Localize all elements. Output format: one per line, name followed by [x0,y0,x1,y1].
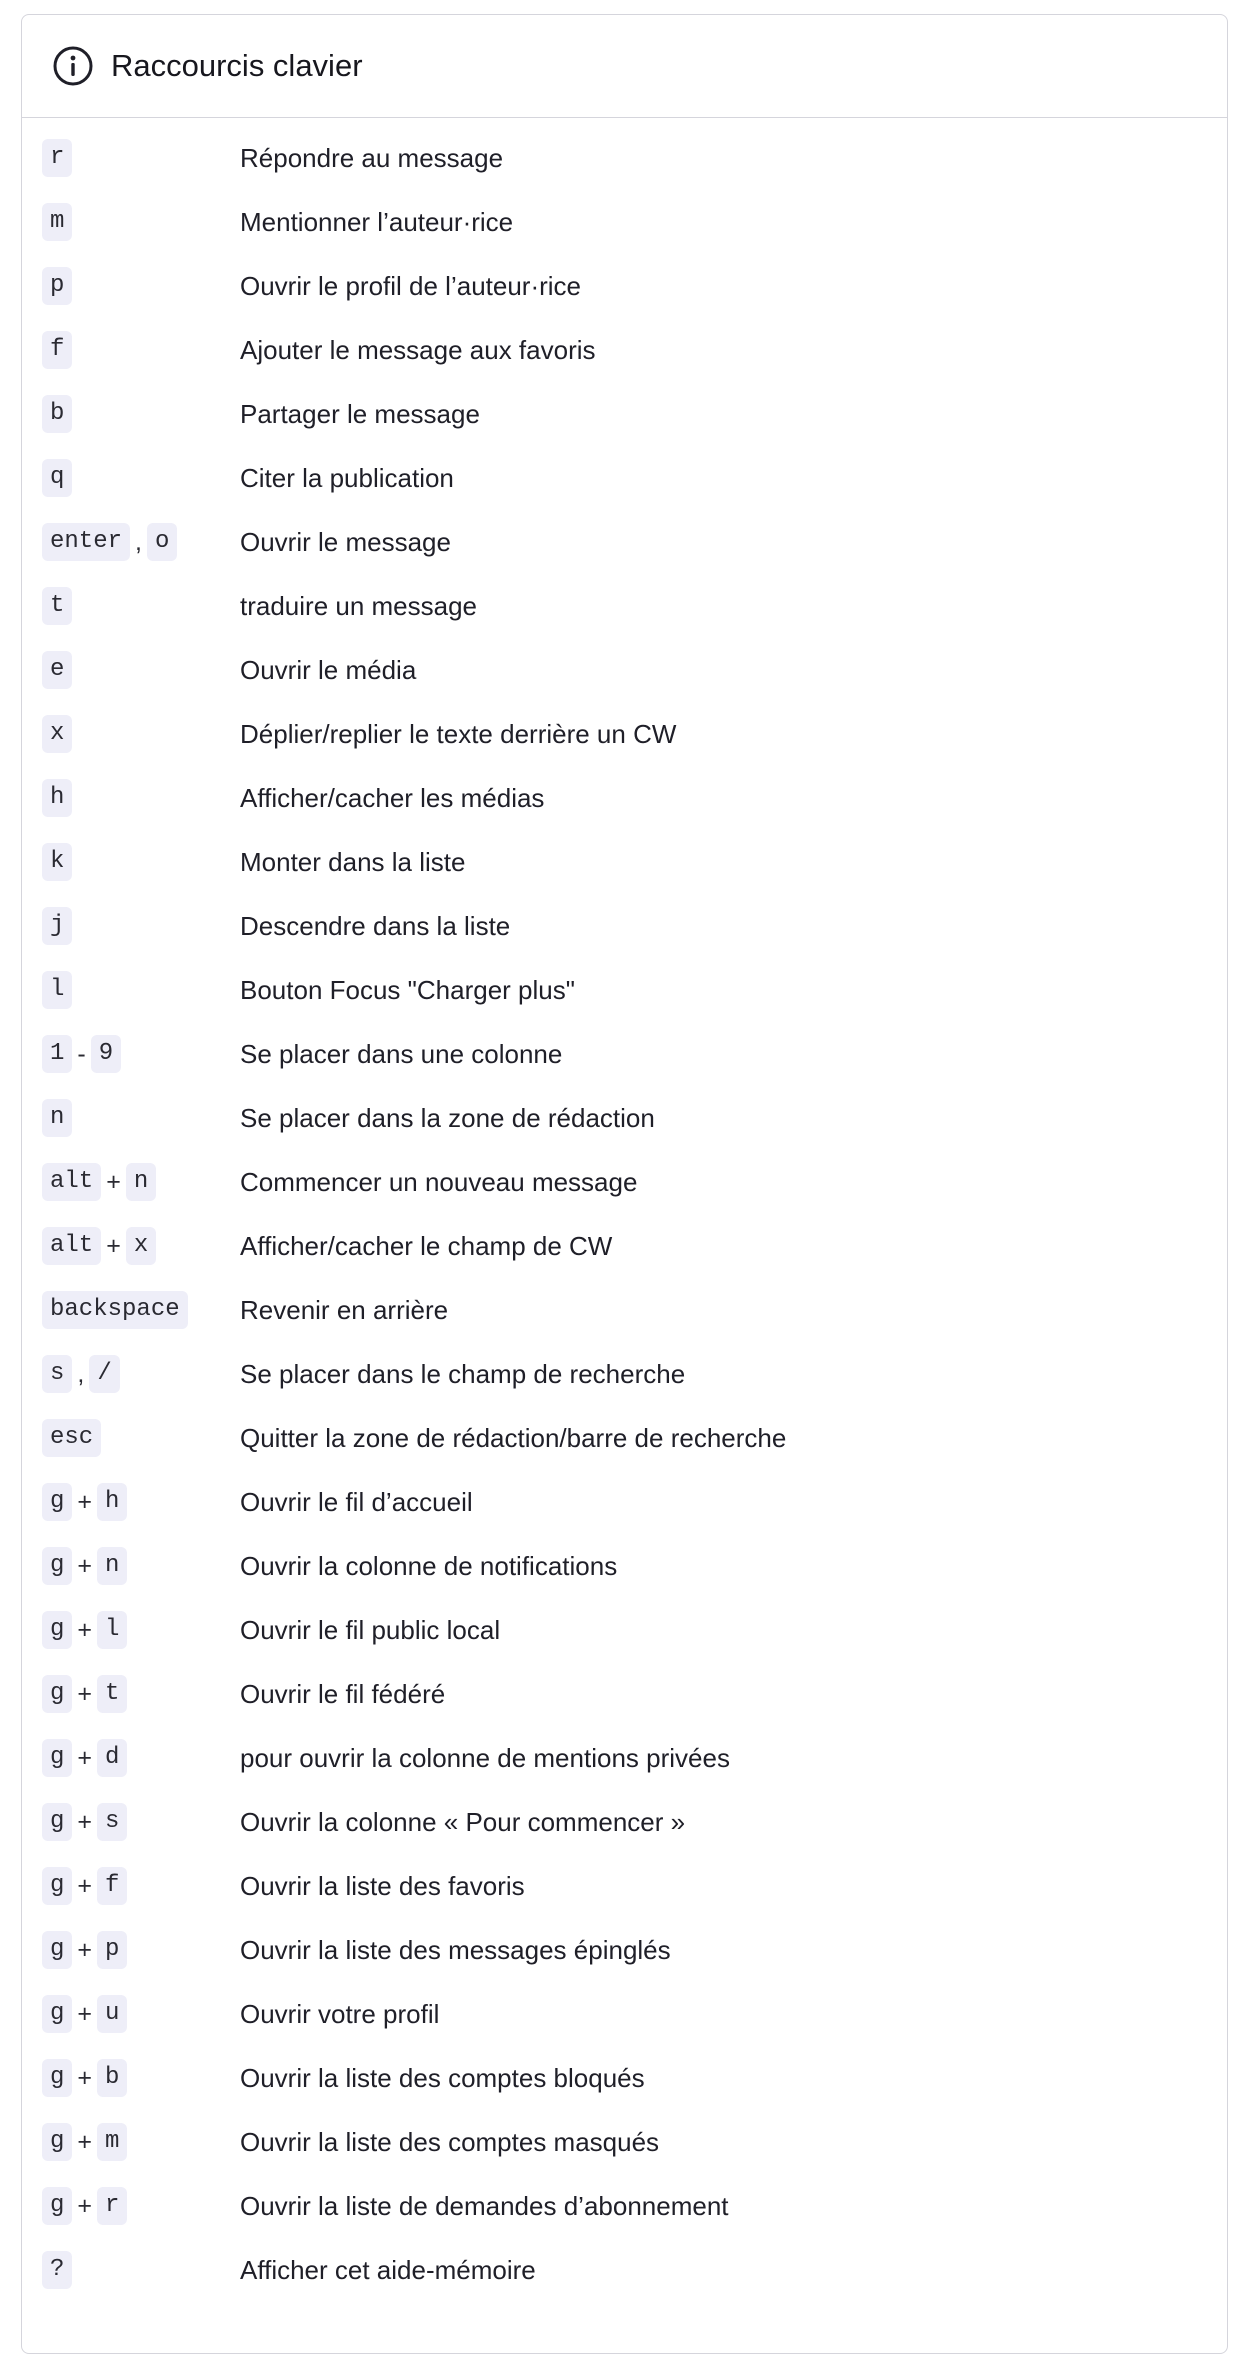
key-cap: x [42,715,72,753]
key-cap: g [42,1995,72,2033]
key-cap: f [97,1867,127,1905]
shortcut-description: Ouvrir la liste des favoris [240,1870,525,1901]
shortcut-row [22,1470,1227,1534]
key-cap: p [42,267,72,305]
shortcut-row [22,702,1227,766]
shortcut-keys [22,331,240,369]
shortcut-keys [22,2187,240,2225]
shortcut-description: Ouvrir le fil public local [240,1614,501,1645]
shortcut-row [22,1022,1227,1086]
shortcut-description: Quitter la zone de rédaction/barre de recherche [240,1422,787,1453]
shortcut-row [22,318,1227,382]
shortcut-row [22,958,1227,1022]
shortcut-row [22,1342,1227,1406]
key-separator: + [77,1487,93,1516]
shortcut-description: Commencer un nouveau message [240,1166,638,1197]
key-cap: r [97,2187,127,2225]
shortcut-keys [22,587,240,625]
shortcut-keys [22,1611,240,1649]
shortcut-row [22,1790,1227,1854]
shortcut-description: Ajouter le message aux favoris [240,334,596,365]
key-cap: s [97,1803,127,1841]
shortcut-row [22,2110,1227,2174]
shortcut-description: Ouvrir le média [240,654,417,685]
key-cap: b [42,395,72,433]
key-separator: , [135,527,142,556]
keyboard-shortcuts-panel [21,14,1228,2354]
key-cap: d [97,1739,127,1777]
shortcut-row [22,190,1227,254]
shortcut-description: Citer la publication [240,462,454,493]
key-separator: - [77,1039,86,1068]
shortcut-row [22,894,1227,958]
shortcut-keys [22,1931,240,1969]
key-cap: s [42,1355,72,1393]
key-cap: f [42,331,72,369]
shortcut-description: Afficher/cacher les médias [240,782,545,813]
shortcut-description: pour ouvrir la colonne de mentions privées [240,1742,730,1773]
key-cap: g [42,2123,72,2161]
key-cap: u [97,1995,127,2033]
info-circle-icon [52,45,94,87]
shortcut-row [22,1918,1227,1982]
key-cap: g [42,1803,72,1841]
key-cap: t [97,1675,127,1713]
key-cap: alt [42,1163,101,1201]
key-separator: + [77,1935,93,1964]
shortcut-keys [22,139,240,177]
key-cap: esc [42,1419,101,1457]
shortcut-row [22,382,1227,446]
shortcut-row [22,638,1227,702]
key-separator: + [77,2127,93,2156]
shortcut-row [22,446,1227,510]
shortcut-row [22,1662,1227,1726]
shortcut-keys [22,907,240,945]
shortcut-row [22,1726,1227,1790]
shortcut-keys [22,1163,240,1201]
shortcut-description: Ouvrir le fil d’accueil [240,1486,473,1517]
key-cap: m [42,203,72,241]
shortcut-description: Ouvrir votre profil [240,1998,440,2029]
key-cap: h [97,1483,127,1521]
shortcut-row [22,2238,1227,2302]
shortcut-row [22,2046,1227,2110]
shortcut-description: Ouvrir la liste des messages épinglés [240,1934,671,1965]
shortcut-keys [22,1547,240,1585]
shortcut-row [22,1854,1227,1918]
key-cap: o [147,523,177,561]
shortcut-keys [22,459,240,497]
shortcut-description: Se placer dans une colonne [240,1038,563,1069]
key-cap: p [97,1931,127,1969]
shortcut-keys [22,779,240,817]
shortcut-description: Afficher/cacher le champ de CW [240,1230,613,1261]
key-separator: + [77,1743,93,1772]
key-cap: g [42,1867,72,1905]
shortcut-row [22,830,1227,894]
key-cap: g [42,1483,72,1521]
shortcut-row [22,2174,1227,2238]
key-separator: + [77,2191,93,2220]
key-cap: x [126,1227,156,1265]
shortcut-keys [22,715,240,753]
key-cap: n [97,1547,127,1585]
panel-header [22,15,1227,118]
shortcut-keys [22,1739,240,1777]
key-cap: alt [42,1227,101,1265]
key-cap: g [42,1739,72,1777]
shortcut-description: Ouvrir le fil fédéré [240,1678,446,1709]
shortcut-keys [22,2123,240,2161]
shortcut-keys [22,843,240,881]
key-cap: m [97,2123,127,2161]
key-cap: g [42,1931,72,1969]
shortcut-keys [22,1483,240,1521]
shortcut-description: Monter dans la liste [240,846,466,877]
key-cap: g [42,2059,72,2097]
shortcut-row [22,1086,1227,1150]
shortcut-row [22,574,1227,638]
shortcut-description: Mentionner l’auteur·rice [240,206,514,237]
shortcut-keys [22,2251,240,2289]
key-cap: j [42,907,72,945]
shortcut-row [22,254,1227,318]
key-cap: backspace [42,1291,188,1329]
shortcut-description: traduire un message [240,590,478,621]
shortcut-keys [22,651,240,689]
shortcut-description: Ouvrir le message [240,526,451,557]
key-cap: g [42,1675,72,1713]
key-cap: enter [42,523,130,561]
key-cap: t [42,587,72,625]
key-cap: l [97,1611,127,1649]
shortcut-keys [22,1035,240,1073]
shortcut-keys [22,267,240,305]
key-separator: + [77,1807,93,1836]
shortcut-description: Ouvrir la liste des comptes masqués [240,2126,660,2157]
shortcut-row [22,766,1227,830]
key-cap: n [42,1099,72,1137]
key-cap: g [42,2187,72,2225]
key-separator: + [77,1551,93,1580]
key-cap: / [89,1355,119,1393]
shortcut-keys [22,1995,240,2033]
shortcut-row [22,1406,1227,1470]
key-cap: l [42,971,72,1009]
shortcuts-list [22,118,1227,2302]
key-cap: 1 [42,1035,72,1073]
shortcut-keys [22,1099,240,1137]
shortcut-description: Ouvrir la colonne de notifications [240,1550,618,1581]
shortcut-keys [22,523,240,561]
shortcut-description: Déplier/replier le texte derrière un CW [240,718,677,749]
shortcut-description: Ouvrir la liste de demandes d’abonnement [240,2190,729,2221]
shortcut-keys [22,203,240,241]
key-cap: g [42,1611,72,1649]
shortcut-keys [22,1227,240,1265]
shortcut-row [22,1982,1227,2046]
key-cap: 9 [91,1035,121,1073]
key-separator: + [77,1999,93,2028]
shortcut-description: Ouvrir le profil de l’auteur·rice [240,270,582,301]
shortcut-description: Ouvrir la liste des comptes bloqués [240,2062,645,2093]
shortcut-keys [22,1675,240,1713]
shortcut-row [22,1150,1227,1214]
shortcut-row [22,1598,1227,1662]
key-cap: e [42,651,72,689]
shortcut-description: Afficher cet aide-mémoire [240,2254,536,2285]
shortcut-row [22,1278,1227,1342]
key-separator: + [77,1615,93,1644]
shortcut-row [22,510,1227,574]
key-cap: r [42,139,72,177]
shortcut-description: Bouton Focus "Charger plus" [240,974,575,1005]
shortcut-keys [22,1803,240,1841]
key-cap: b [97,2059,127,2097]
key-separator: + [77,1871,93,1900]
key-cap: ? [42,2251,72,2289]
shortcut-description: Partager le message [240,398,480,429]
shortcut-keys [22,2059,240,2097]
key-cap: n [126,1163,156,1201]
shortcut-row [22,1534,1227,1598]
shortcut-keys [22,395,240,433]
shortcut-keys [22,1419,240,1457]
key-separator: + [77,1679,93,1708]
shortcut-keys [22,1355,240,1393]
key-cap: k [42,843,72,881]
key-cap: q [42,459,72,497]
shortcut-keys [22,1867,240,1905]
shortcut-keys [22,971,240,1009]
key-cap: h [42,779,72,817]
shortcut-description: Revenir en arrière [240,1294,449,1325]
panel-title: Raccourcis clavier [111,48,363,83]
shortcut-row [22,1214,1227,1278]
shortcut-description: Se placer dans la zone de rédaction [240,1102,655,1133]
key-separator: + [106,1167,121,1196]
key-separator: + [77,2063,93,2092]
shortcut-keys [22,1291,240,1329]
key-separator: + [106,1231,121,1260]
shortcut-description: Ouvrir la colonne « Pour commencer » [240,1806,686,1837]
shortcut-description: Descendre dans la liste [240,910,511,941]
key-separator: , [77,1359,85,1388]
shortcut-description: Répondre au message [240,142,504,173]
shortcut-row [22,126,1227,190]
shortcut-description: Se placer dans le champ de recherche [240,1358,686,1389]
key-cap: g [42,1547,72,1585]
